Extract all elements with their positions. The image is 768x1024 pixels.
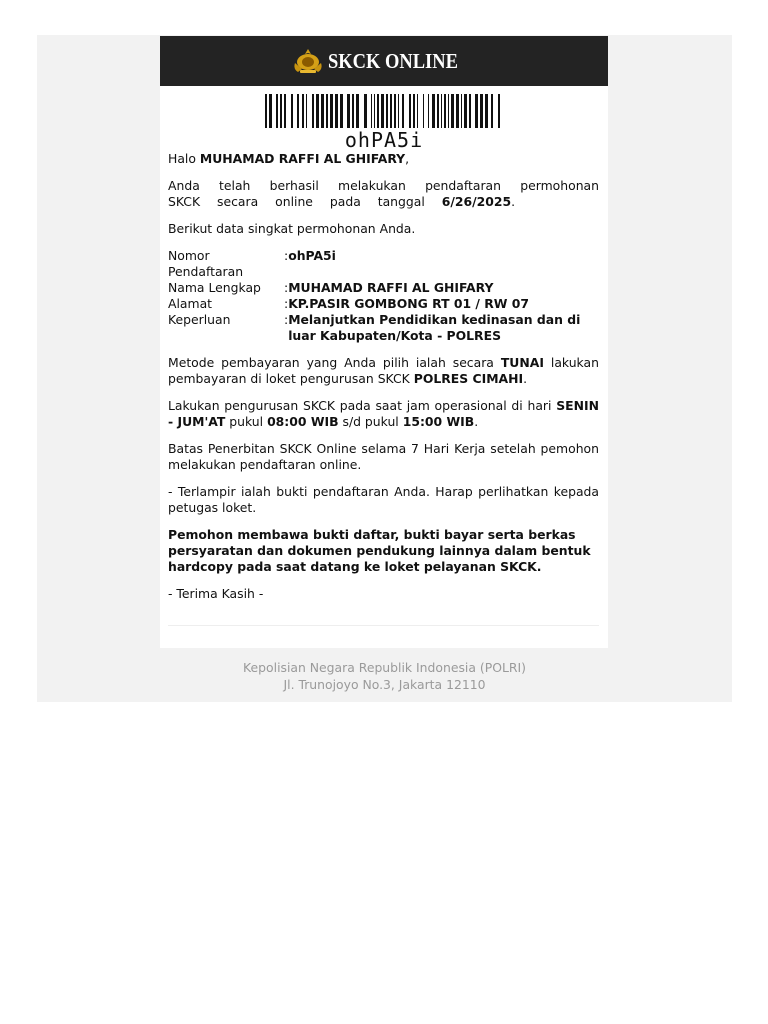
schedule-text-3: s/d pukul — [342, 414, 399, 429]
barcode-bar — [356, 94, 359, 128]
barcode-bar — [265, 94, 267, 128]
schedule-text-2: pukul — [229, 414, 264, 429]
detail-row — [168, 296, 588, 312]
payment-text: Metode pembayaran yang Anda pilih ialah secara — [168, 355, 494, 370]
barcode-bar — [451, 94, 454, 128]
detail-colon: : — [284, 312, 289, 327]
greeting-suffix: , — [405, 151, 410, 166]
detail-colon: : — [284, 280, 289, 295]
barcode-bar — [402, 94, 404, 128]
applicant-name: MUHAMAD RAFFI AL GHIFARY — [199, 151, 406, 166]
barcode-bar — [456, 94, 459, 128]
barcode-bar — [377, 94, 379, 128]
barcode-bar — [432, 94, 435, 128]
schedule-days: SENIN - JUM'AT — [168, 398, 599, 429]
barcode-bar — [386, 94, 388, 128]
schedule-start: 08:00 WIB — [267, 414, 339, 429]
barcode-bar — [302, 94, 304, 128]
detail-label: Nama Lengkap — [168, 280, 261, 295]
schedule-paragraph — [168, 398, 599, 430]
barcode-bar — [330, 94, 333, 128]
barcode-bar — [284, 94, 286, 128]
barcode-bar — [340, 94, 343, 128]
email-background — [37, 35, 732, 702]
footer-address: Jl. Trunojoyo No.3, Jakarta 12110 — [283, 676, 486, 692]
deadline-paragraph: Batas Penerbitan SKCK Online selama 7 Hari Kerja setelah pemohon melakukan pendaftaran online. — [168, 441, 599, 472]
registration-date: 6/26/2025 — [441, 194, 512, 209]
payment-paragraph — [168, 355, 599, 387]
header-bar — [160, 36, 608, 86]
barcode-bar — [321, 94, 324, 128]
barcode-bar — [417, 94, 418, 128]
barcode — [160, 94, 608, 150]
greeting-prefix: Halo — [168, 151, 196, 166]
polri-emblem-icon — [292, 47, 324, 75]
barcode-bar — [409, 94, 411, 128]
detail-value: KP.PASIR GOMBONG RT 01 / RW 07 — [288, 296, 529, 311]
brand-logo — [292, 47, 476, 75]
barcode-bar — [364, 94, 367, 128]
barcode-bars — [265, 94, 503, 128]
notice-paragraph: Pemohon membawa bukti daftar, bukti bayar serta berkas persyaratan dan dokumen pendukung lainnya dalam bentuk hardcopy pada saat datang ke loket pelayanan SKCK. — [168, 527, 591, 574]
payment-text-2: lakukan pembayaran di loket pengurusan SKCK — [168, 355, 599, 386]
barcode-bar — [485, 94, 488, 128]
barcode-bar — [480, 94, 483, 128]
barcode-bar — [390, 94, 392, 128]
detail-row — [168, 280, 588, 296]
barcode-bar — [316, 94, 319, 128]
barcode-bar — [352, 94, 354, 128]
footer-org: Kepolisian Negara Republik Indonesia (POLRI) — [243, 660, 526, 675]
barcode-code: ohPA5i — [344, 128, 424, 152]
barcode-bar — [297, 94, 299, 128]
barcode-bar — [269, 94, 272, 128]
intro-text: Anda telah berhasil melakukan pendaftaran permohonan SKCK secara online pada tanggal — [168, 178, 599, 209]
email-card — [160, 36, 608, 648]
schedule-text: Lakukan pengurusan SKCK pada saat jam operasional di hari — [168, 398, 552, 413]
barcode-bar — [276, 94, 278, 128]
barcode-bar — [437, 94, 439, 128]
detail-value: Melanjutkan Pendidikan kedinasan dan di luar Kabupaten/Kota - POLRES — [288, 312, 581, 343]
detail-row — [168, 248, 588, 280]
barcode-bar — [381, 94, 384, 128]
barcode-bar — [347, 94, 350, 128]
intro-end: . — [511, 194, 516, 209]
barcode-bar — [394, 94, 396, 128]
barcode-bar — [280, 94, 282, 128]
barcode-bar — [398, 94, 399, 128]
detail-label: Alamat — [168, 296, 213, 311]
barcode-bar — [469, 94, 471, 128]
barcode-bar — [371, 94, 372, 128]
barcode-bar — [335, 94, 338, 128]
detail-value: MUHAMAD RAFFI AL GHIFARY — [288, 280, 494, 295]
barcode-bar — [498, 94, 500, 128]
barcode-bar — [464, 94, 467, 128]
barcode-bar — [413, 94, 415, 128]
detail-row — [168, 312, 588, 344]
barcode-bar — [291, 94, 293, 128]
detail-label: Nomor Pendaftaran — [168, 248, 244, 279]
payment-end: . — [523, 371, 528, 386]
barcode-bar — [374, 94, 375, 128]
attachment-paragraph: - Terlampir ialah bukti pendaftaran Anda. Harap perlihatkan kepada petugas loket. — [168, 484, 599, 515]
detail-label: Keperluan — [168, 312, 231, 327]
divider — [168, 625, 599, 626]
payment-method: TUNAI — [500, 355, 544, 370]
intro-paragraph — [168, 178, 599, 210]
barcode-bar — [312, 94, 314, 128]
barcode-bar — [444, 94, 446, 128]
brand-title: SKCK ONLINE — [328, 48, 459, 73]
closing-text: - Terima Kasih - — [168, 586, 264, 601]
barcode-bar — [306, 94, 307, 128]
barcode-bar — [326, 94, 328, 128]
barcode-bar — [461, 94, 462, 128]
schedule-end: . — [474, 414, 479, 429]
detail-value: ohPA5i — [288, 248, 336, 263]
barcode-bar — [423, 94, 424, 128]
barcode-bar — [441, 94, 442, 128]
barcode-bar — [491, 94, 493, 128]
schedule-end-time: 15:00 WIB — [402, 414, 475, 429]
detail-colon: : — [284, 248, 289, 263]
barcode-bar — [475, 94, 478, 128]
barcode-bar — [448, 94, 449, 128]
payment-office: POLRES CIMAHI — [413, 371, 524, 386]
summary-paragraph: Berikut data singkat permohonan Anda. — [168, 221, 416, 236]
barcode-bar — [428, 94, 429, 128]
email-body — [168, 151, 599, 613]
details-table — [168, 248, 588, 344]
detail-colon: : — [284, 296, 289, 311]
footer — [37, 660, 732, 693]
greeting — [168, 151, 599, 167]
